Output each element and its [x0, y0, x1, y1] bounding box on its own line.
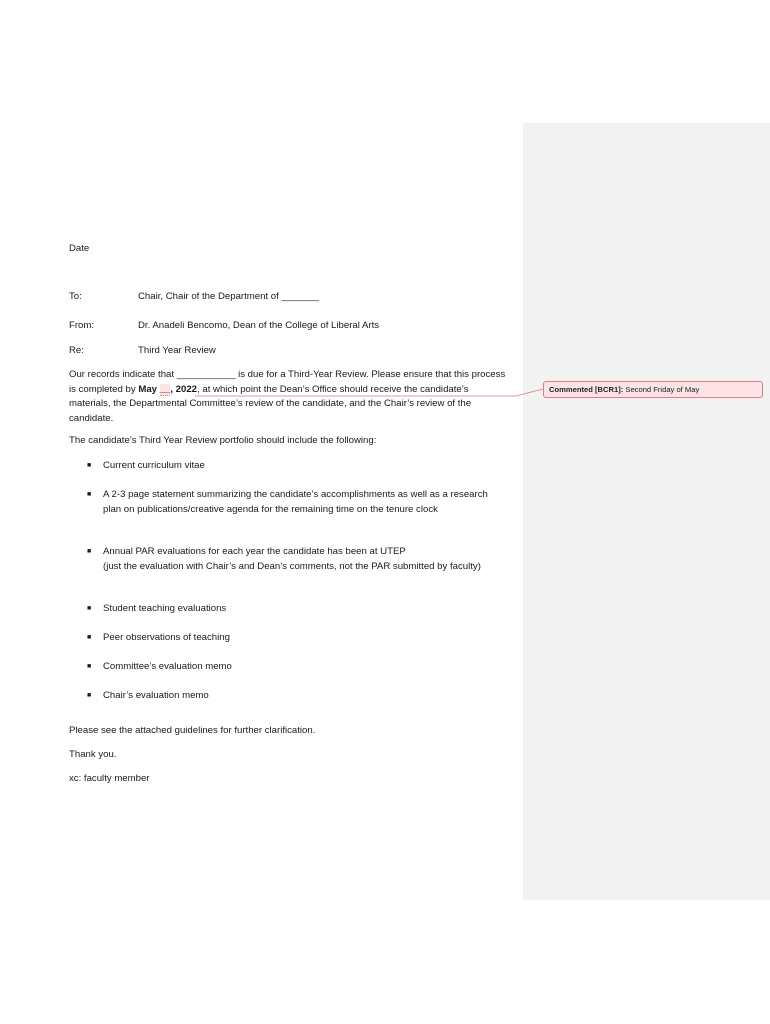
list-item: Committee’s evaluation memo	[103, 661, 232, 672]
comment-author: Commented [BCR1]:	[549, 385, 624, 394]
intro-paragraph	[69, 368, 509, 426]
intro-end: , at which point the Dean’s Office should receive the candidate’s materials, the Departmental Committee’s review of the candidate, and the Chair’s review of the candidate.	[69, 383, 472, 424]
list-item-continuation: (just the evaluation with Chair’s and Dean’s comments, not the PAR submitted by faculty)	[103, 560, 481, 572]
list-item: Annual PAR evaluations for each year the candidate has been at UTEP	[103, 546, 406, 557]
bullet-marker: ■	[87, 634, 92, 641]
to-value: Chair, Chair of the Department of _______	[138, 291, 319, 302]
intro-start: Our records indicate that ___________ is due for a Third-Year Review. Please ensure that this process is completed by	[69, 369, 506, 395]
comment-text: Second Friday of May	[625, 385, 700, 394]
bullet-marker: ■	[87, 605, 92, 612]
deadline-year: , 2022	[170, 383, 198, 395]
list-item: Chair’s evaluation memo	[103, 690, 209, 701]
deadline-blank[interactable]: __	[159, 383, 171, 395]
bullet-marker: ■	[87, 491, 92, 498]
bullet-marker: ■	[87, 692, 92, 699]
list-item: Current curriculum vitae	[103, 460, 205, 471]
closing-guidelines: Please see the attached guidelines for further clarification.	[69, 725, 316, 736]
deadline-month: May	[138, 383, 157, 395]
closing-cc: xc: faculty member	[69, 773, 150, 784]
portfolio-intro: The candidate’s Third Year Review portfolio should include the following:	[69, 435, 377, 446]
list-item: Peer observations of teaching	[103, 632, 230, 643]
from-label: From:	[69, 320, 95, 331]
re-value: Third Year Review	[138, 345, 216, 356]
bullet-marker: ■	[87, 462, 92, 469]
date-label: Date	[69, 243, 90, 254]
from-value: Dr. Anadeli Bencomo, Dean of the College of Liberal Arts	[138, 320, 380, 331]
comment-balloon[interactable]	[543, 381, 763, 398]
comment-pane	[523, 123, 770, 900]
to-label: To:	[69, 291, 82, 302]
closing-thanks: Thank you.	[69, 749, 117, 760]
list-item: A 2-3 page statement summarizing the candidate’s accomplishments as well as a research plan on publications/creative agenda for the remaining time on the tenure clock	[103, 489, 488, 515]
list-item: Student teaching evaluations	[103, 603, 227, 614]
re-label: Re:	[69, 345, 84, 356]
bullet-marker: ■	[87, 548, 92, 555]
bullet-marker: ■	[87, 663, 92, 670]
